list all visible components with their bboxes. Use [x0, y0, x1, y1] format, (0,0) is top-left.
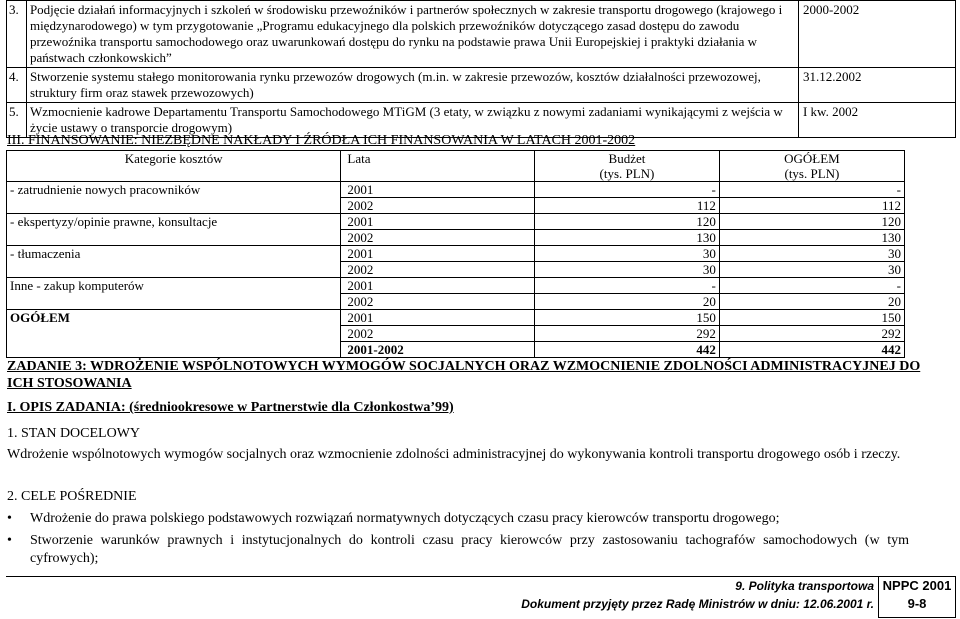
- task-description: Wzmocnienie kadrowe Departamentu Transportu Samochodowego MTiGM (3 etaty, w związku z nowymi zadaniami wynikającymi z wejścia w życie ustawy o transporcie drogowym): [26, 103, 798, 138]
- header-total-label: OGÓŁEM: [784, 151, 840, 166]
- header-budget-label: Budżet: [608, 151, 646, 166]
- intermediate-goals-label: 2. CELE POŚREDNIE: [7, 489, 137, 504]
- header-budget-unit: (tys. PLN): [599, 166, 655, 181]
- year-cell: 2001: [341, 182, 535, 198]
- budget-cell: 30: [535, 262, 720, 278]
- task-deadline: I kw. 2002: [798, 103, 955, 138]
- table-row: [7, 246, 905, 262]
- footer-code: NPPC 2001: [882, 578, 952, 593]
- budget-cell: 30: [535, 246, 720, 262]
- task-list-table: [6, 0, 956, 138]
- year-cell: 2001: [341, 278, 535, 294]
- financing-heading: III. FINANSOWANIE: NIEZBĘDNE NAKŁADY I ŹRÓDŁA ICH FINANSOWANIA W LATACH 2001-2002: [7, 133, 636, 148]
- footer-document-info: [6, 577, 879, 618]
- list-item: [7, 532, 909, 568]
- target-state-text: Wdrożenie wspólnotowych wymogów socjalnych oraz wzmocnienie zdolności administracyjnej do wykonywania kontroli transportu drogowego osób i rzeczy.: [7, 447, 901, 462]
- list-item: [7, 510, 909, 528]
- task-description-heading: I. OPIS ZADANIA: (średniookresowe w Partnerstwie dla Członkostwa’99): [7, 400, 454, 415]
- target-state-label: 1. STAN DOCELOWY: [7, 426, 141, 441]
- task-row: [7, 1, 956, 68]
- total-cell: 30: [719, 246, 904, 262]
- intermediate-goals-list: [7, 510, 909, 572]
- table-row: [7, 278, 905, 294]
- total-cell: 150: [719, 310, 904, 326]
- table-row: [7, 310, 905, 326]
- budget-cell: 120: [535, 214, 720, 230]
- cost-category-cell: - tłumaczenia: [7, 246, 341, 278]
- task-deadline: 31.12.2002: [798, 68, 955, 103]
- budget-cell: 20: [535, 294, 720, 310]
- budget-cell: 150: [535, 310, 720, 326]
- cost-category-cell: OGÓŁEM: [7, 310, 341, 358]
- task-number: 4.: [7, 68, 27, 103]
- budget-cell: 130: [535, 230, 720, 246]
- task-deadline: 2000-2002: [798, 1, 955, 68]
- year-cell: 2002: [341, 294, 535, 310]
- header-years: Lata: [341, 151, 535, 182]
- total-cell: 120: [719, 214, 904, 230]
- year-cell: 2002: [341, 262, 535, 278]
- page-number: 9-8: [907, 596, 927, 611]
- task-description: Stworzenie systemu stałego monitorowania rynku przewozów drogowych (m.in. w zakresie przewozów, kosztów działalności przewozowej, struktury firm oraz stawek przewozowych): [26, 68, 798, 103]
- year-cell: 2001: [341, 310, 535, 326]
- year-cell: 2002: [341, 326, 535, 342]
- budget-cell: -: [535, 278, 720, 294]
- footer-chapter: 9. Polityka transportowa: [735, 579, 874, 593]
- total-cell: 442: [719, 342, 904, 358]
- year-cell: 2001-2002: [341, 342, 535, 358]
- budget-cell: 292: [535, 326, 720, 342]
- task-number: 3.: [7, 1, 27, 68]
- cost-category-cell: Inne - zakup komputerów: [7, 278, 341, 310]
- task-number: 5.: [7, 103, 27, 138]
- financing-table-body: [7, 182, 905, 358]
- table-row: [7, 182, 905, 198]
- footer-adoption-note: Dokument przyjęty przez Radę Ministrów w dniu: 12.06.2001 r.: [521, 597, 874, 611]
- year-cell: 2002: [341, 230, 535, 246]
- task-row: [7, 68, 956, 103]
- total-cell: 20: [719, 294, 904, 310]
- bullet-icon: •: [7, 511, 12, 526]
- financing-header-row: [7, 151, 905, 182]
- task3-heading: ZADANIE 3: WDROŻENIE WSPÓLNOTOWYCH WYMOGÓW SOCJALNYCH ORAZ WZMOCNIENIE ZDOLNOŚCI ADMINISTRACYJNEJ DO ICH STOSOWANIA: [7, 359, 921, 391]
- header-total: [719, 151, 904, 182]
- total-cell: 292: [719, 326, 904, 342]
- year-cell: 2002: [341, 198, 535, 214]
- header-budget: [535, 151, 720, 182]
- financing-table: [6, 150, 905, 358]
- budget-cell: -: [535, 182, 720, 198]
- list-item-text: Stworzenie warunków prawnych i instytucjonalnych do kontroli czasu pracy kierowców przy zastosowaniu tachografów samochodowych (w tym cyfrowych);: [30, 533, 909, 566]
- year-cell: 2001: [341, 214, 535, 230]
- total-cell: -: [719, 278, 904, 294]
- footer-code-box: [879, 577, 956, 618]
- bullet-icon: •: [7, 533, 12, 548]
- total-cell: 112: [719, 198, 904, 214]
- cost-category-cell: - ekspertyzy/opinie prawne, konsultacje: [7, 214, 341, 246]
- header-cost-category: Kategorie kosztów: [7, 151, 341, 182]
- total-cell: 130: [719, 230, 904, 246]
- total-cell: -: [719, 182, 904, 198]
- budget-cell: 112: [535, 198, 720, 214]
- header-total-unit: (tys. PLN): [784, 166, 840, 181]
- list-item-text: Wdrożenie do prawa polskiego podstawowych rozwiązań normatywnych dotyczących czasu pracy kierowców transportu drogowego;: [30, 511, 780, 526]
- page-footer: [6, 576, 956, 618]
- cost-category-cell: - zatrudnienie nowych pracowników: [7, 182, 341, 214]
- year-cell: 2001: [341, 246, 535, 262]
- task-description: Podjęcie działań informacyjnych i szkoleń w środowisku przewoźników i partnerów społecznych w zakresie transportu drogowego (krajowego i międzynarodowego) w tym przygotowanie „Programu edukacyjnego dla polskich przewoźników dotyczącego zasad dostępu do zawodu przewoźnika transportu samochodowego oraz uwarunkowań dostępu do rynku na podstawie prawa Unii Europejskiej i praktyki działania w państwach członkowskich”: [26, 1, 798, 68]
- total-cell: 30: [719, 262, 904, 278]
- budget-cell: 442: [535, 342, 720, 358]
- table-row: [7, 214, 905, 230]
